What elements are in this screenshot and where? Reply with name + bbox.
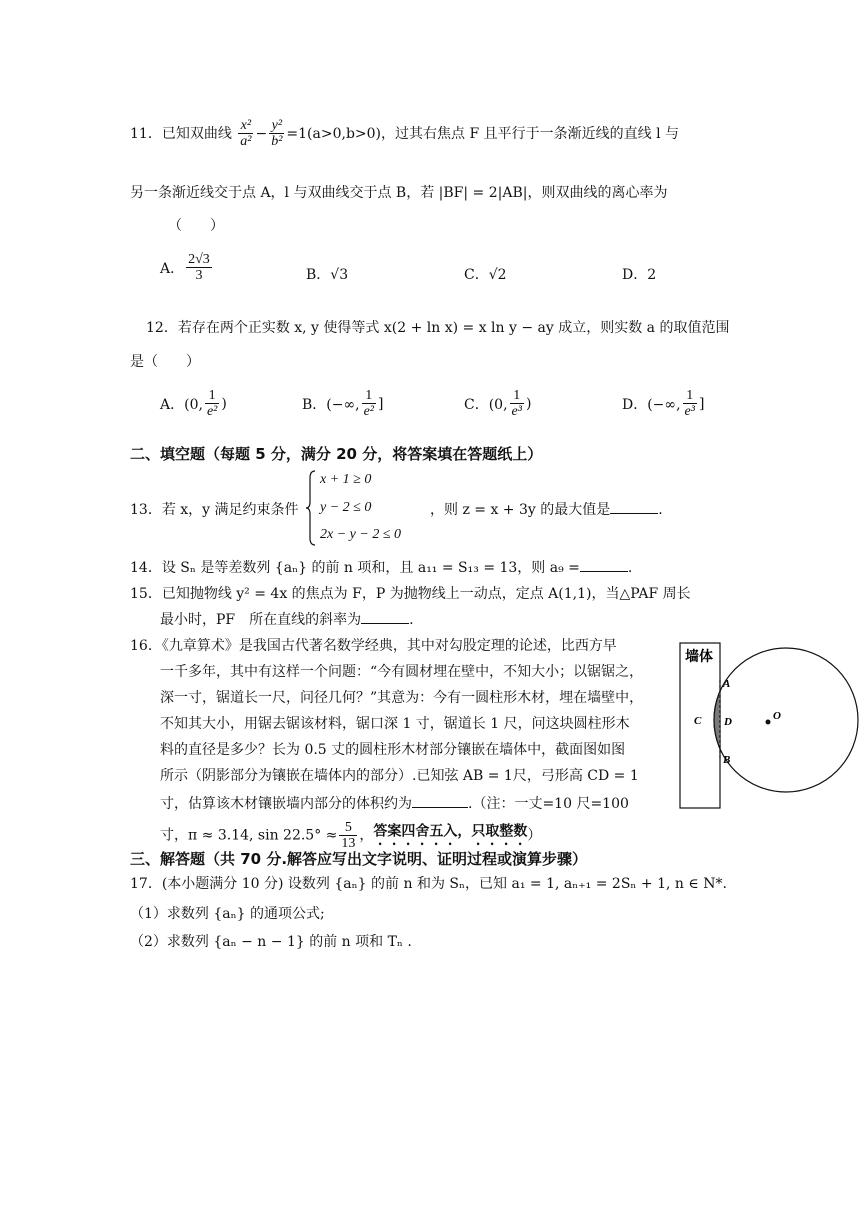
q11-line2: 另一条渐近线交于点 A，l 与双曲线交于点 B，若 |BF| = 2|AB|，则双曲线的离心率为 <box>130 185 668 201</box>
q13-pre: 13．若 x，y 满足约束条件 <box>130 502 299 518</box>
point-b-label: B <box>723 754 731 766</box>
wall-label: 墙体 <box>685 649 713 665</box>
q11-line1: 11．已知双曲线 $\frac{\text{x²}}{\text{a²}}$ − $\frac{\text{y²}}{\text{b²}}$ =1(a>0,b>0)，过其右焦点 F 且平行于一条渐近线的直线 l 与 <box>130 118 680 150</box>
q12-line1: 12．若存在两个正实数 x, y 使得等式 x(2 + ln x) = x ln y − ay 成立，则实数 a 的取值范围 <box>146 320 730 336</box>
q11-text-b: ，过其右焦点 F 且平行于一条渐近线的直线 l 与 <box>381 125 680 142</box>
q15-line1: 15．已知抛物线 y² = 4x 的焦点为 F，P 为抛物线上一动点，定点 A(1,1)，当△PAF 周长 <box>130 586 691 602</box>
q11-option-d: D．2 <box>622 267 657 283</box>
point-d-label: D <box>724 716 732 728</box>
q16-line3: 深一寸，锯道长一尺，问径几何？”其意为：今有一圆柱形木材，埋在墙壁中， <box>160 690 644 706</box>
q12-option-d: D．(−∞, $\frac{1}{\text{e³}}$ ] <box>622 388 705 420</box>
q17-part2: （2）求数列 {aₙ − n − 1} 的前 n 项和 Tₙ . <box>130 934 412 950</box>
q12-option-c: C．(0, $\frac{1}{\text{e³}}$ ) <box>464 388 532 420</box>
section-2-heading: 二、填空题（每题 5 分，满分 20 分，将答案填在答题纸上） <box>130 445 543 463</box>
q14-answer-blank[interactable] <box>580 571 628 572</box>
q12-option-b: B．(−∞, $\frac{1}{\text{e²}}$ ] <box>302 388 384 420</box>
q15-answer-blank[interactable] <box>361 623 409 624</box>
q16-line1: 16．《九章算术》是我国古代著名数学经典，其中对勾股定理的论述，比西方早 <box>130 638 617 654</box>
q16-line4: 不知其大小，用锯去锯该材料，锯口深 1 寸，锯道长 1 尺，问这块圆柱形木 <box>160 716 630 732</box>
circle-o <box>714 648 858 792</box>
q16-line6: 所示（阴影部分为镶嵌在墙体内的部分）.已知弦 AB = 1尺，弓形高 CD = 1 <box>160 768 639 784</box>
q16-figure-svg <box>676 640 860 812</box>
q13-constraint-3: 2x − y − 2 ≤ 0 <box>320 527 402 542</box>
q13-answer-blank[interactable] <box>610 513 658 514</box>
q17-part1: （1）求数列 {aₙ} 的通项公式; <box>130 906 325 922</box>
q11-frac-x: $\frac{\text{x²}}{\text{a²}}$ <box>240 118 252 150</box>
point-o-label: O <box>773 710 781 722</box>
q11-text-a: 已知双曲线 <box>161 125 232 142</box>
section-3-heading: 三、解答题（共 70 分.解答应写出文字说明、证明过程或演算步骤） <box>130 850 588 868</box>
q11-number: 11． <box>130 125 162 142</box>
q13-brace <box>306 470 316 546</box>
q16-answer-blank[interactable] <box>412 807 468 808</box>
q16-line5: 料的直径是多少？长为 0.5 丈的圆柱形木材部分镶嵌在墙体中，截面图如图 <box>160 742 626 758</box>
q12-option-a: A．(0, $\frac{1}{\text{e²}}$ ) <box>160 388 227 420</box>
point-a-label: A <box>723 678 731 690</box>
q12-line2: 是（ ） <box>130 354 200 370</box>
q11-option-a: A． $\frac{2√3}{3}$ <box>160 252 210 284</box>
q13-constraint-1: x + 1 ≥ 0 <box>320 472 372 487</box>
q11-frac-y: $\frac{\text{y²}}{\text{b²}}$ <box>271 118 283 150</box>
q16-emphasis-note: 答案四舍五入，只取整数 <box>373 823 528 840</box>
q15-line2: 最小时，PF 所在直线的斜率为 . <box>160 612 414 628</box>
q16-line2: 一千多年，其中有这样一个问题：“今有圆材埋在壁中，不知大小；以锯锯之， <box>160 664 644 680</box>
q16-line8: 寸，π ≈ 3.14, sin 22.5° ≈ $\frac{5}{13}$ ，答案四舍五入，只取整数） <box>160 820 542 852</box>
point-c-label: C <box>694 715 702 727</box>
shaded-segment <box>714 648 858 792</box>
q11-option-b: B．√3 <box>306 267 349 283</box>
q14-line: 14．设 Sₙ 是等差数列 {aₙ} 的前 n 项和，且 a₁₁ = S₁₃ = 13，则 a₉ = . <box>130 560 633 576</box>
q11-condition: =1(a>0,b>0) <box>286 125 382 142</box>
q13-post: ，则 z = x + 3y 的最大值是 . <box>430 502 663 518</box>
q17-line1: 17．(本小题满分 10 分) 设数列 {aₙ} 的前 n 和为 Sₙ，已知 a₁ = 1, aₙ₊₁ = 2Sₙ + 1, n ∈ N*. <box>130 876 727 892</box>
q11-option-c: C．√2 <box>464 267 507 283</box>
q16-line7: 寸，估算该木材镶嵌墙内部分的体积约为 .（注：一丈=10 尺=100 <box>160 796 629 812</box>
q11-line3: （ ） <box>168 218 224 234</box>
q13-constraint-2: y − 2 ≤ 0 <box>320 500 372 515</box>
q16-figure <box>676 640 860 812</box>
center-point <box>766 720 771 725</box>
